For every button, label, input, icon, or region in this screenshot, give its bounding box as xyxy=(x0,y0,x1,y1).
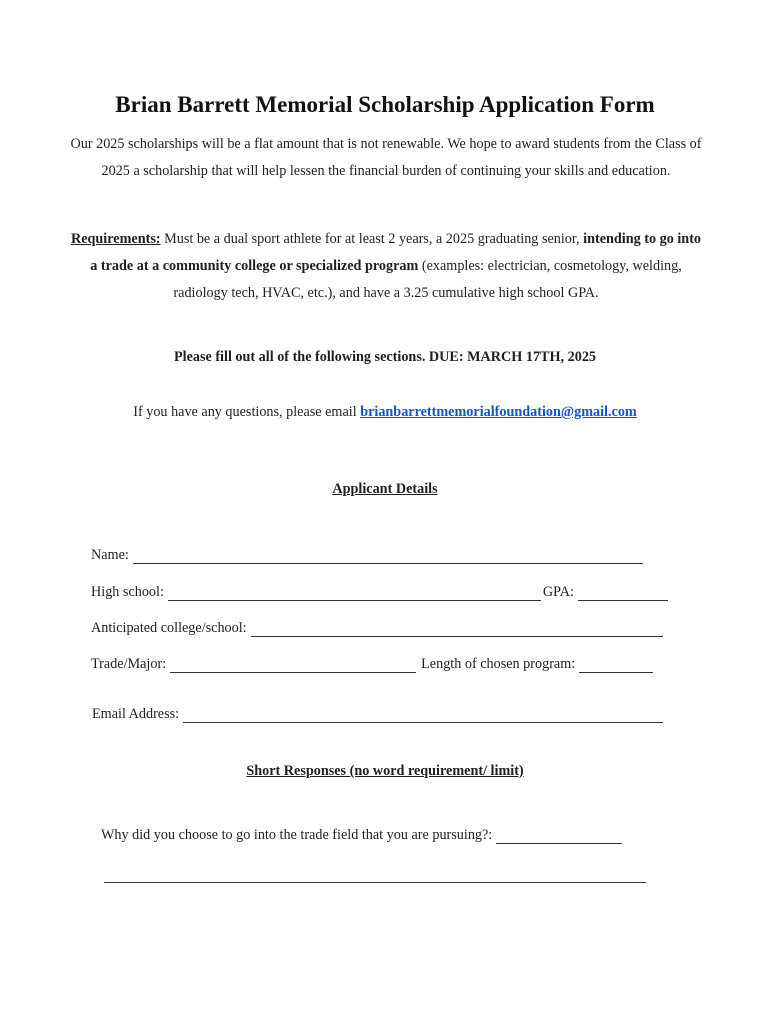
college-field[interactable] xyxy=(251,621,663,637)
gpa-label: GPA: xyxy=(542,584,574,600)
requirements-label: Requirements: xyxy=(70,231,161,247)
college-row xyxy=(91,620,663,637)
high-school-row xyxy=(91,584,668,601)
short-responses-heading: Short Responses (no word requirement/ limit) xyxy=(246,763,524,779)
high-school-field[interactable] xyxy=(168,585,541,601)
question-1-field[interactable] xyxy=(496,828,622,844)
name-label: Name: xyxy=(91,547,129,563)
email-label: Email Address: xyxy=(92,706,180,722)
requirements-text-2: (examples: electrician, cosmetology, welding, radiology tech, HVAC, etc.), and have a 3.25 cumulative high school GPA. xyxy=(173,258,682,301)
name-row xyxy=(91,547,643,564)
trade-row xyxy=(91,656,653,673)
requirements-bold-text: intending to go into a trade at a community college or specialized program xyxy=(90,231,702,274)
trade-field[interactable] xyxy=(170,657,416,673)
contact-email-link[interactable]: brianbarrettmemorialfoundation@gmail.com xyxy=(360,404,637,420)
trade-label: Trade/Major: xyxy=(91,656,167,672)
gpa-field[interactable] xyxy=(578,585,668,601)
requirements-paragraph xyxy=(70,226,702,307)
name-field[interactable] xyxy=(133,548,643,564)
length-label: Length of chosen program: xyxy=(421,656,576,672)
intro-paragraph: Our 2025 scholarships will be a flat amount that is not renewable. We hope to award students from the Class of 2025 a scholarship that will help lessen the financial burden of continuing your skills and education. xyxy=(70,136,702,179)
form-title: Brian Barrett Memorial Scholarship Application Form xyxy=(115,92,655,117)
high-school-label: High school: xyxy=(91,584,164,600)
contact-text: If you have any questions, please email xyxy=(133,404,361,420)
requirements-text-1: Must be a dual sport athlete for at least 2 years, a 2025 graduating senior, xyxy=(160,231,584,247)
contact-line xyxy=(0,404,770,421)
applicant-details-heading: Applicant Details xyxy=(332,481,438,497)
college-label: Anticipated college/school: xyxy=(91,620,247,636)
length-field[interactable] xyxy=(579,657,653,673)
question-1-row xyxy=(101,827,622,844)
email-field[interactable] xyxy=(183,707,663,723)
question-1-answer-line[interactable] xyxy=(104,868,646,883)
email-row xyxy=(92,706,663,723)
question-1-label: Why did you choose to go into the trade field that you are pursuing?: xyxy=(101,827,493,843)
due-notice: Please fill out all of the following sections. DUE: MARCH 17TH, 2025 xyxy=(173,349,597,365)
